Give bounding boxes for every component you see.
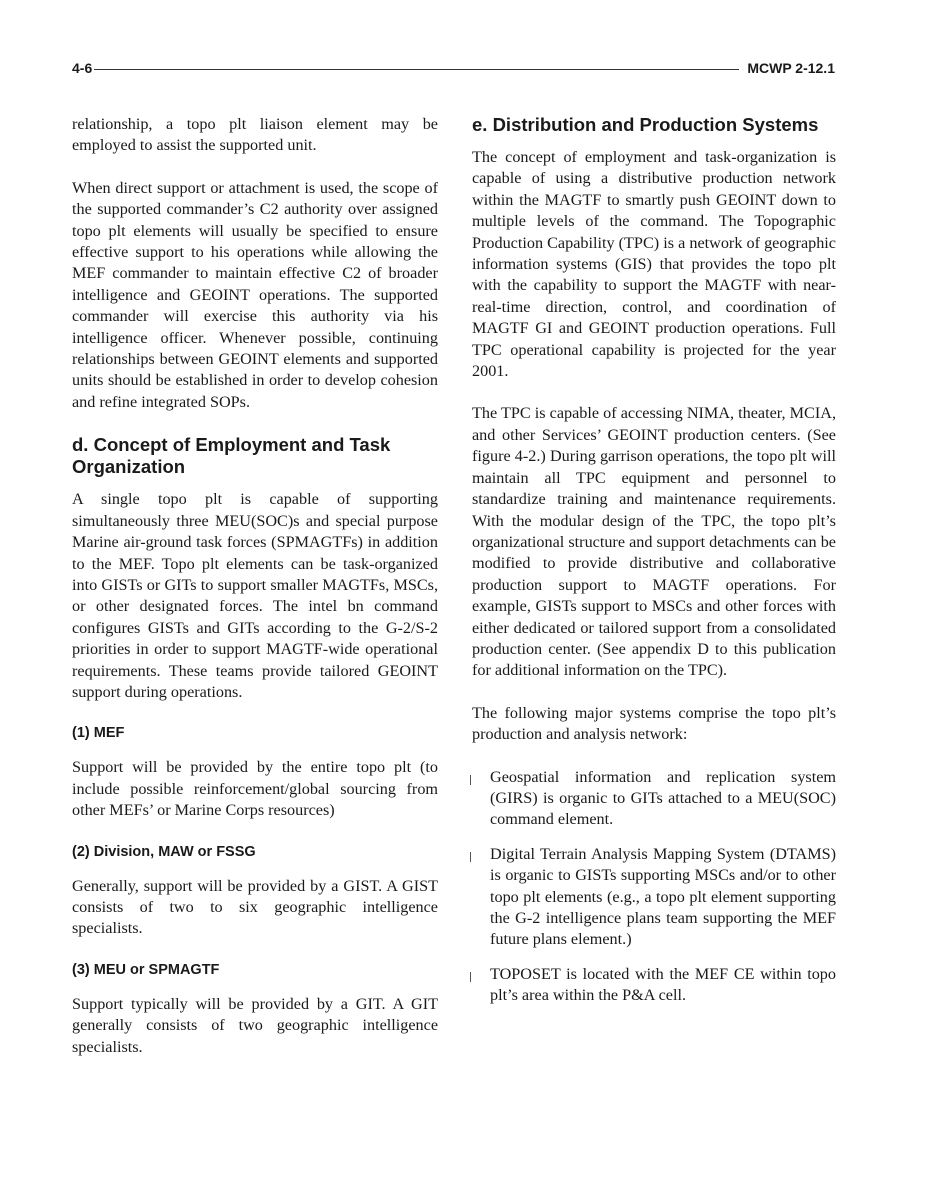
heading-division-maw-fssg: (2) Division, MAW or FSSG xyxy=(72,843,256,860)
paragraph-direct-support: When direct support or attachment is used, the scope of the supported commander’s C2 authority over assigned topo plt elements will usually be specified to ensure effective support to his operations while allowing the MEF commander to maintain effective C2 of broader intelligence and GEOINT operations. The supported commander will exercise this authority via his intelligence officer. Whenever possible, continuing relationships between GEOINT elements and supported units should be established in order to develop cohesion and refine integrated SOPs. xyxy=(72,178,438,411)
right-column xyxy=(472,114,836,1020)
paragraph-single-topo-plt: A single topo plt is capable of supporting simultaneously three MEU(SOC)s and special purpose Marine air-ground task forces (SPMAGTFs) in addition to the MEF. Topo plt elements can be task-organized into GISTs or GITs to support smaller MAGTFs, MSCs, or other designated forces. The intel bn command configures GISTs and GITs according to the G-2/S-2 priorities in order to support MAGTF-wide operational requirements. These teams provide tailored GEOINT support during operations. xyxy=(72,490,438,701)
bullet-text-dtams: Digital Terrain Analysis Mapping System (DTAMS) is organic to GISTs supporting MSCs and/or to other topo plt elements (e.g., a topo plt element supporting the G-2 intelligence plans team supporting the MEF future plans element.) xyxy=(490,844,836,949)
paragraph-mef-support: Support will be provided by the entire topo plt (to include possible reinforcement/global sourcing from other MEFs’ or Marine Corps resources) xyxy=(72,758,438,820)
paragraph-tpc-capability: The TPC is capable of accessing NIMA, theater, MCIA, and other Services’ GEOINT production centers. (See figure 4-2.) During garrison operations, the topo plt will maintain all TPC equipment and personnel to standardize training and maintenance requirements. With the modular design of the TPC, the topo plt’s organizational structure and support detachments can be modified to provide distributive and collaborative production support to MAGTF operations. For example, GISTs support to MSCs and other forces with either dedicated or tailored support from a consolidated production center. (See appendix D to this publication for additional information on the TPC). xyxy=(472,404,836,680)
left-column xyxy=(72,114,438,1079)
bullet-marker xyxy=(470,852,471,862)
page-header xyxy=(72,58,835,80)
heading-concept-of-employment: d. Concept of Employment and Task Organization xyxy=(72,434,391,478)
heading-mef: (1) MEF xyxy=(72,725,125,742)
bullet-marker xyxy=(470,972,471,982)
bullet-marker xyxy=(470,775,471,785)
bullet-text-toposet: TOPOSET is located with the MEF CE within topo plt’s area within the P&A cell. xyxy=(490,964,836,1005)
document-title: MCWP 2-12.1 xyxy=(739,60,835,76)
bullet-text-girs: Geospatial information and replication system (GIRS) is organic to GITs attached to a MEU(SOC) command element. xyxy=(490,767,836,829)
list-item xyxy=(472,964,836,1007)
paragraph-gist-support: Generally, support will be provided by a GIST. A GIST consists of two to six geographic intelligence specialists. xyxy=(72,876,438,938)
list-item xyxy=(472,767,836,831)
list-item xyxy=(472,844,836,951)
header-rule xyxy=(72,69,835,70)
paragraph-liaison: relationship, a topo plt liaison element may be employed to assist the supported unit. xyxy=(72,115,438,155)
paragraph-git-support: Support typically will be provided by a GIT. A GIT generally consists of two geographic intelligence specialists. xyxy=(72,994,438,1056)
heading-distribution-production: e. Distribution and Production Systems xyxy=(472,114,819,135)
paragraph-major-systems: The following major systems comprise the topo plt’s production and analysis network: xyxy=(472,703,836,744)
heading-meu-spmagtf: (3) MEU or SPMAGTF xyxy=(72,961,220,978)
page-number: 4-6 xyxy=(72,60,93,76)
paragraph-concept-distribution: The concept of employment and task-organization is capable of using a distributive production network within the MAGTF to smartly push GEOINT down to multiple levels of the command. The Topographic Production Capability (TPC) is a network of geographic information systems (GIS) that provides the topo plt with the capability to support the MAGTF with near-real-time direction, control, and coordination of MAGTF GI and GEOINT production operations. Full TPC operational capability is projected for the year 2001. xyxy=(472,148,836,381)
